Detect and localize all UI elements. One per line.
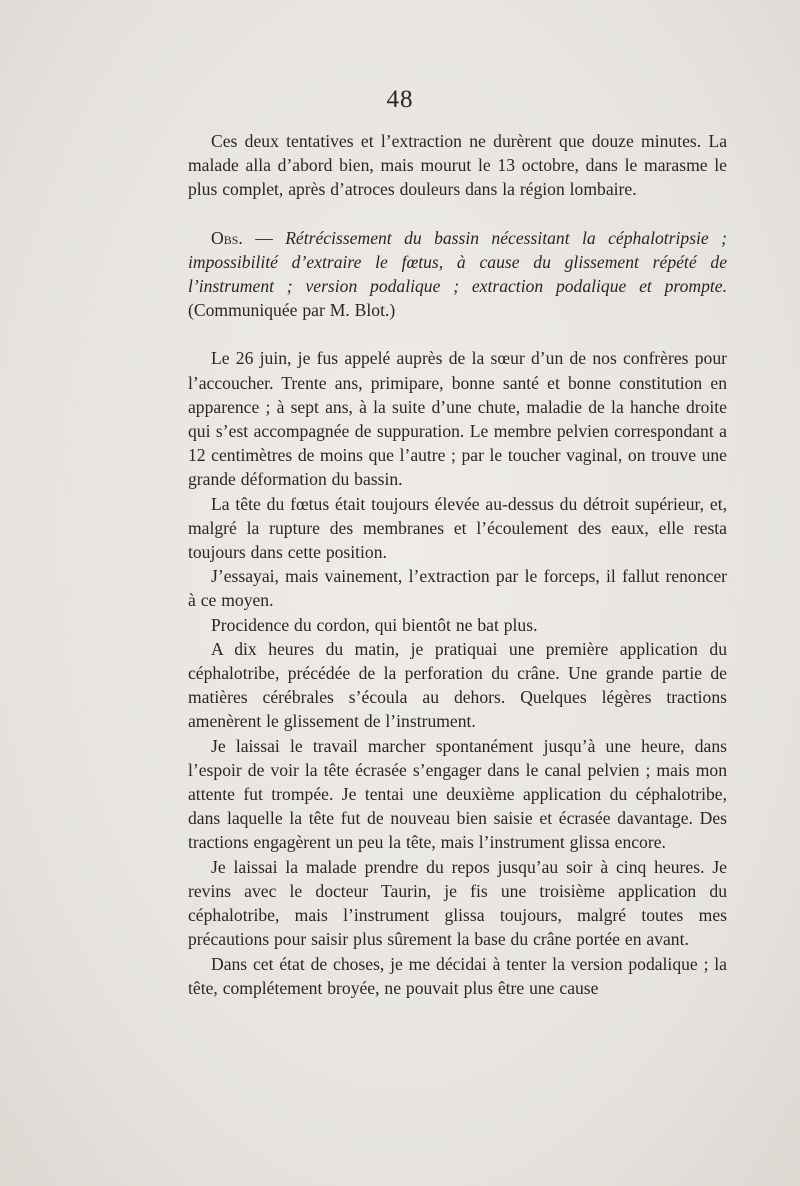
obs-dash: — [242,227,286,248]
paragraph: Dans cet état de choses, je me décidai à tenter la version podalique ; la tête, complétement broyée, ne pouvait plus être une cause [188,953,727,998]
paragraph: Le 26 juin, je fus appelé auprès de la sœur d’un de nos confrères pour l’accoucher. Trente ans, primipare, bonne santé et bonne constitution en apparence ; à sept ans, à la suite d’une chute, maladie de la hanche droite qui s’est accompagnée de suppuration. Le membre pelvien correspondant a 12 centimètres de moins que l’autre ; par le toucher vaginal, on trouve une grande déformation du bassin. [188,348,727,490]
paragraph: Ces deux tentatives et l’extraction ne durèrent que douze minutes. La malade alla d’abord bien, mais mourut le 13 octobre, dans le marasme le plus complet, après d’atroces douleurs dans la région lombaire. [188,131,727,200]
paragraph: A dix heures du matin, je pratiquai une première application du céphalotribe, précédée de la perforation du crâne. Une grande partie de matières cérébrales s’écoula au dehors. Quelques légères tractions amenèrent le glissement de l’instrument. [188,638,727,732]
paragraph: Je laissai le travail marcher spontanément jusqu’à une heure, dans l’espoir de voir la tête écrasée s’engager dans le canal pelvien ; mais mon attente fut trompée. Je tentai une deuxième application du céphalotribe, dans laquelle la tête fut de nouveau bien saisie et écrasée davantage. Des tractions engagèrent un peu la tête, mais l’instrument glissa encore. [188,735,727,853]
observation-heading [188,226,727,323]
paragraph: Procidence du cordon, qui bientôt ne bat plus. [211,614,538,635]
obs-note: (Communiquée par M. Blot.) [188,300,396,321]
paragraph: J’essayai, mais vainement, l’extraction par le forceps, il fallut renoncer à ce moyen. [188,566,727,611]
paragraph: La tête du fœtus était toujours élevée au-dessus du détroit supérieur, et, malgré la rupture des membranes et l’écoulement des eaux, elle resta toujours dans cette position. [188,493,727,563]
obs-title: Rétrécissement du bassin nécessitant la céphalotripsie ; impossibilité d’extraire le fœtus, à cause du glissement répété de l’instrument ; version podalique ; extraction podalique et prompte. [188,227,727,297]
paragraph: Je laissai la malade prendre du repos jusqu’au soir à cinq heures. Je revins avec le docteur Taurin, je fis une troisième application du céphalotribe, mais l’instrument glissa toujours, malgré toutes mes précautions pour saisir plus sûrement la base du crâne portée en avant. [188,856,727,950]
page-number: 48 [386,86,414,113]
obs-label: Obs. [211,227,243,248]
body-text [188,129,727,1000]
